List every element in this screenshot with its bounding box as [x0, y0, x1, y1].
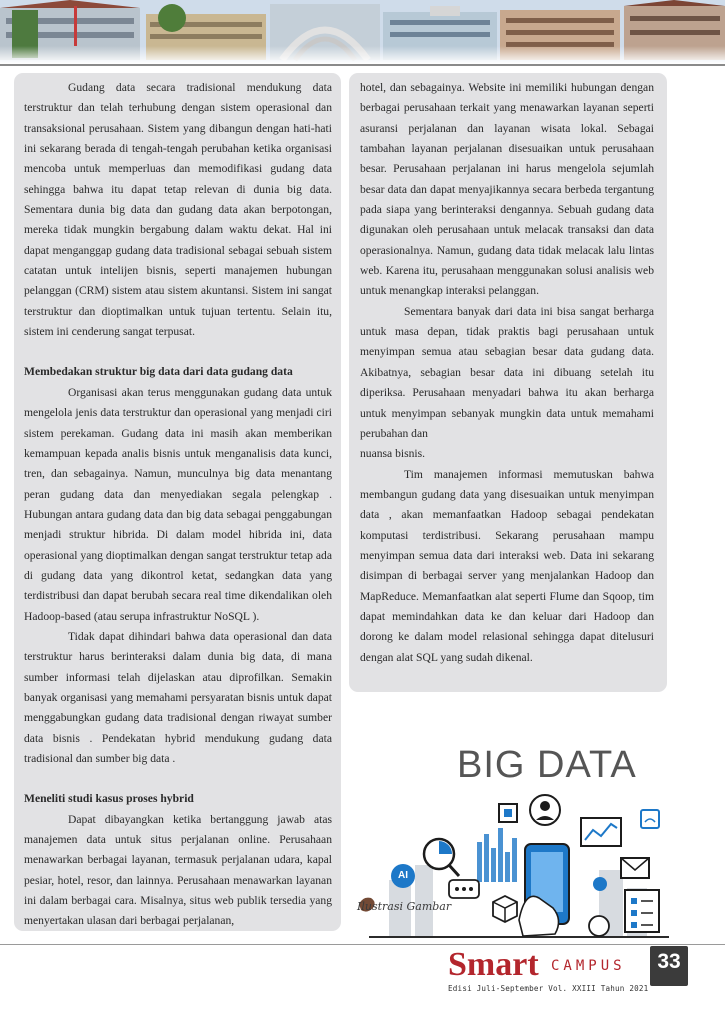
section-heading: Membedakan struktur big data dari data gudang data [24, 365, 293, 379]
header-photo-banner [0, 0, 725, 64]
header-divider [0, 64, 725, 66]
left-column-text [24, 78, 332, 932]
paragraph: Organisasi akan terus menggunakan gudang data untuk mengelola jenis data terstruktur dan operasional yang menjadi ciri sistem perekaman. Gudang data ini masih akan memberikan kemampuan kepada analis bisnis untuk menganalisis data kunci, tren, dan sebagainya. Namun, munculnya big data menantang peran gudang data dan menyediakan segala pelengkap . Hubungan antara gudang data dan big data sebagai penggabungan menjadi struktur hibrida. Di dalam model hibrida ini, data operasional yang dioptimalkan dengan sangat terstruktur tetap ada di gudang data yang dikontrol ketat, sedangkan data yang terdistribusi dan dapat berubah secara real time dikendalikan oleh Hadoop-based (atau serupa infrastruktur NoSQL ). [24, 385, 332, 623]
magazine-logo [448, 946, 626, 984]
paragraph: nuansa bisnis. [360, 447, 426, 461]
paragraph: Gudang data secara tradisional mendukung data terstruktur dan telah terhubung dengan sistem operasional dan transaksional perusahaan. Sistem yang dibangun dengan hati-hati ini sekarang berada di tengah-tengah perubahan ketika organisasi mencoba untuk memperluas dan memodifikasi gudang data sehingga bahwa itu dapat tetap relevan di dunia big data. Sementara dunia big data dan gudang data akan berpotongan, mereka tidak mungkin bergabung dalam waktu dekat. Hal ini dapat menganggap gudang data tradisional sebagai sebuah sistem catatan untuk intelijen bisnis, seperti manajemen hubungan pelanggan (CRM) sistem atau sistem akuntansi. Sistem ini sangat terstruktur dan dioptimalkan untuk tujuan tertentu. Selain itu, sistem ini cenderung sangat terpusat. [24, 81, 332, 339]
footer-divider [0, 944, 725, 945]
big-data-illustration [349, 730, 679, 942]
paragraph: Tim manajemen informasi memutuskan bahwa membangun gudang data yang disesuaikan untuk menyimpan data , akan memanfaatkan Hadoop sebagai pendekatan komputasi terdistribusi. Sekarang perusahaan mampu menyimpan semua data dari interaksi web. Data ini sekarang disimpan di berbagai server yang menjalankan Hadoop dan MapReduce. Memanfaatkan alat seperti Flume dan Sqoop, tim dapat memindahkan data ke dan keluar dari Hadoop dan dorong ke dalam model relasional sehingga dapat ditelusuri dengan alat SQL yang sudah dikenal. [360, 467, 654, 664]
paragraph: Tidak dapat dihindari bahwa data operasional dan data terstruktur harus berinteraksi dalam dunia big data, di mana sumber informasi telah dijelaskan atau diprofilkan. Semakin banyak organisasi yang memahami persyaratan bisnis untuk dapat menggabungkan gudang data tradisional dengan riwayat sumber data bisnis . Pendekatan hybrid mendukung gudang data tradisional dan sumber big data . [24, 629, 332, 765]
section-heading: Meneliti studi kasus proses hybrid [24, 792, 194, 806]
header-fade [0, 46, 725, 64]
ai-badge-label: AI [398, 870, 408, 881]
paragraph: Sementara banyak dari data ini bisa sangat berharga untuk masa depan, tidak praktis bagi perusahaan untuk menyimpan semua atau sebagian besar data gudang data. Akibatnya, sebagian besar data ini dibuang setelah itu diperiksa. Perusahaan menyadari bahwa itu akan berharga untuk menyimpan sebanyak mungkin data untuk memahami perubahan dan [360, 304, 654, 440]
illustration-caption: Ilustrasi Gambar [357, 900, 452, 913]
paragraph: Dapat dibayangkan ketika bertanggung jawab atas manajemen data untuk situs perjalanan online. Perusahaan menawarkan berbagai layanan, termasuk perjalanan udara, kapal pesiar, hotel, resor, dan lainnya. Perusahaan menawarkan layanan ini dalam berbagai cara. Misalnya, situs web publik tersedia yang menyertakan ulasan dari berbagai perjalanan, [24, 812, 332, 928]
paragraph: hotel, dan sebagainya. Website ini memiliki hubungan dengan berbagai perusahaan terkait yang menawarkan layanan seperti asuransi perjalanan dan layanan wisata lokal. Sebagai tambahan layanan perjalanan disesuaikan untuk perusahaan besar. Perusahaan perjalanan ini harus mengelola sejumlah besar data dan dapat menyajikannya secara berbeda tergantung pada siapa yang berinteraksi dengannya. Sebuah gudang data digunakan oleh perusahaan untuk melacak transaksi dan data operasionalnya. Namun, gudang data tidak melacak lalu lintas web. Karena itu, perusahaan menggunakan solusi analisis web untuk menangkap interaksi pelanggan. [360, 81, 654, 298]
logo-campus-text: CAMPUS [551, 958, 626, 974]
right-column-text [360, 78, 654, 668]
illustration-title: BIG DATA [457, 744, 637, 786]
logo-smart-text: Smart [448, 946, 539, 983]
edition-info: Edisi Juli-September Vol. XXIII Tahun 2021 [448, 984, 649, 993]
page-number: 33 [650, 946, 688, 986]
